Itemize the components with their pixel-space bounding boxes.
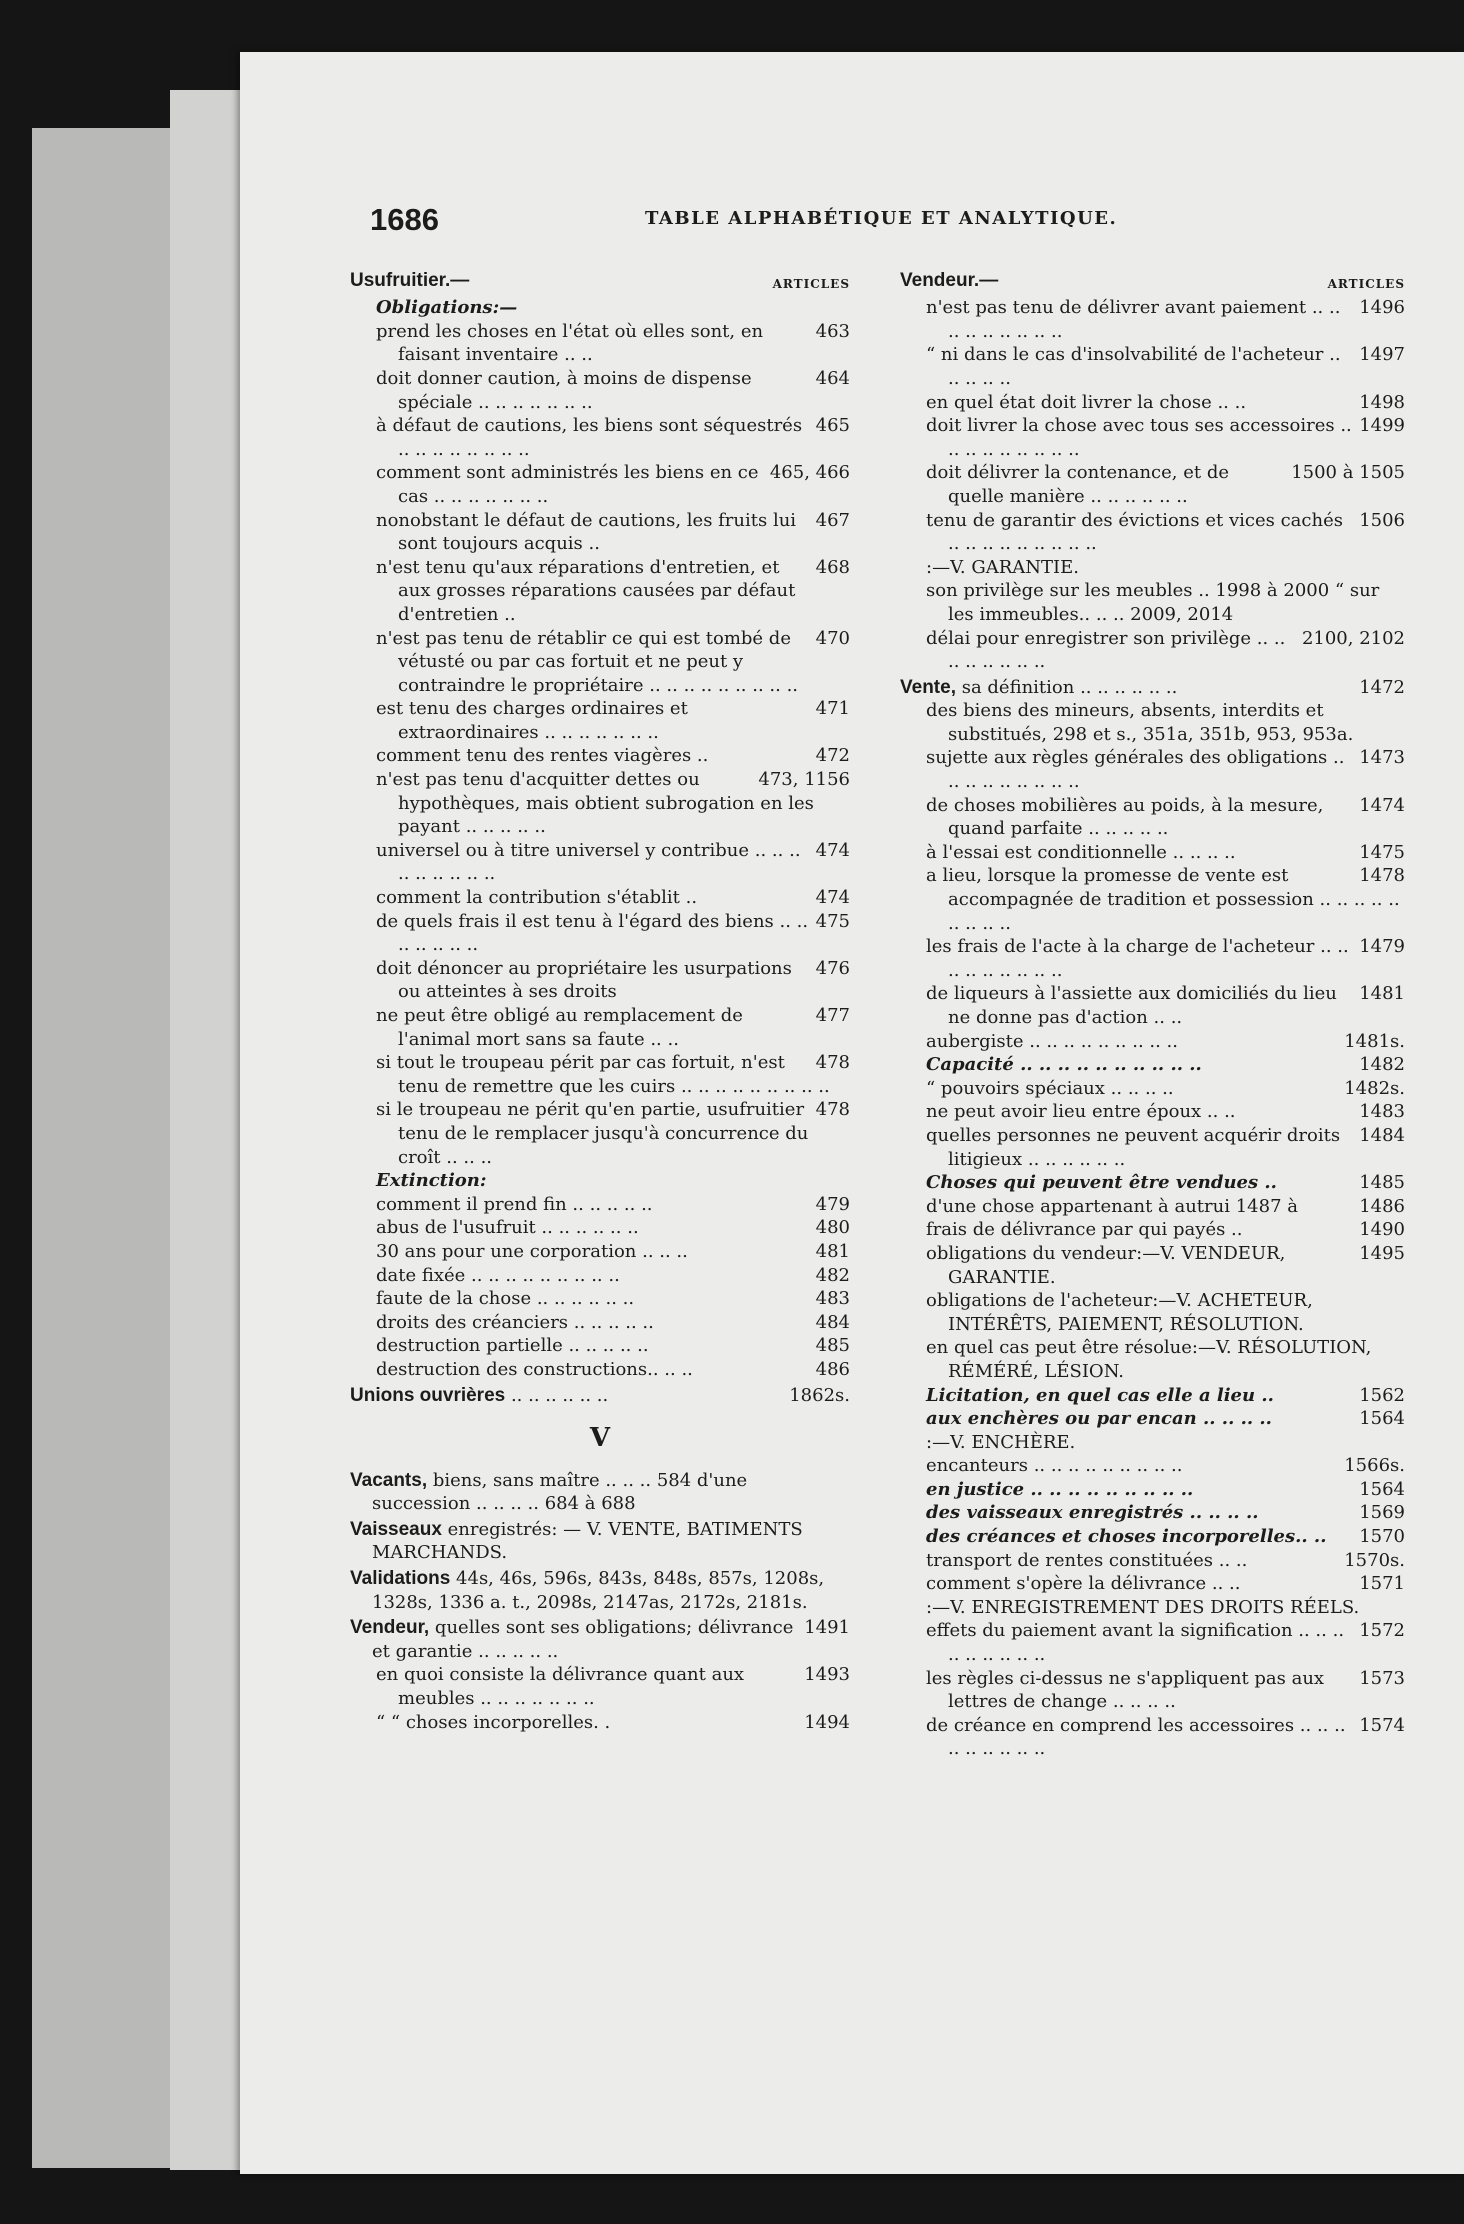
index-subentry	[926, 556, 1405, 580]
index-subentry	[926, 841, 1405, 865]
entry-text: des biens des mineurs, absents, interdits et substitués, 298 et s., 351a, 351b, 953, 953a.	[926, 700, 1354, 745]
entry-text: comment il prend fin .. .. .. .. ..	[376, 1193, 653, 1215]
entry-text: comment s'opère la délivrance .. ..	[926, 1573, 1241, 1595]
index-subentry	[926, 1667, 1405, 1714]
article-ref: 465	[815, 415, 850, 437]
article-ref: 472	[815, 745, 850, 767]
article-ref: 1499	[1359, 415, 1405, 437]
index-subentry	[926, 1431, 1405, 1455]
index-subentry	[376, 1004, 850, 1051]
index-subentry	[376, 627, 850, 698]
index-entry	[350, 1567, 850, 1614]
index-subentry	[376, 886, 850, 910]
index-subentry	[376, 509, 850, 556]
entry-text: de quels frais il est tenu à l'égard des biens .. .. .. .. .. .. ..	[376, 910, 809, 956]
entry-text: sa définition .. .. .. .. .. ..	[955, 676, 1178, 698]
article-ref: 463	[815, 320, 850, 342]
entry-text: universel ou à titre universel y contribue .. .. .. .. .. .. .. .. ..	[376, 839, 801, 885]
index-subentry	[926, 1478, 1405, 1502]
section-label: Obligations:—	[376, 297, 518, 319]
index-entry	[350, 1518, 850, 1565]
entry-text: “ “ choses incorporelles. .	[376, 1711, 611, 1733]
entry-text: de créance en comprend les accessoires .. .. .. .. .. .. .. .. ..	[926, 1714, 1346, 1760]
index-subentry	[926, 1077, 1405, 1101]
article-ref: 478	[815, 1052, 850, 1074]
article-ref: 1574	[1359, 1714, 1405, 1736]
article-ref: 1490	[1359, 1219, 1405, 1241]
article-ref: 1564	[1359, 1408, 1405, 1430]
entry-text: comment tenu des rentes viagères ..	[376, 745, 709, 767]
article-ref: 1506	[1359, 509, 1405, 531]
index-subentry	[926, 1572, 1405, 1596]
index-subentry	[376, 1098, 850, 1169]
entry-text: :—V. ENREGISTREMENT DES DROITS RÉELS.	[926, 1596, 1360, 1618]
entry-text: droits des créanciers .. .. .. .. ..	[376, 1311, 654, 1333]
index-subentry	[376, 367, 850, 414]
entry-text: tenu de garantir des évictions et vices cachés .. .. .. .. .. .. .. .. ..	[926, 509, 1343, 555]
entry-text: destruction des constructions.. .. ..	[376, 1358, 693, 1380]
section-letter: V	[589, 1423, 611, 1454]
entry-text: destruction partielle .. .. .. .. ..	[376, 1335, 649, 1357]
index-subentry	[376, 1216, 850, 1240]
index-subentry	[926, 509, 1405, 556]
article-ref: 476	[815, 957, 850, 979]
article-ref: 1479	[1359, 936, 1405, 958]
index-entry	[900, 676, 1405, 700]
headword: Vacants,	[350, 1469, 428, 1491]
entry-text: :—V. ENCHÈRE.	[926, 1431, 1076, 1453]
index-subentry	[926, 1336, 1405, 1383]
article-ref: 483	[815, 1288, 850, 1310]
article-ref: 477	[815, 1005, 850, 1026]
entry-text: à l'essai est conditionnelle .. .. .. ..	[926, 841, 1236, 863]
article-ref: 486	[815, 1358, 850, 1380]
index-subentry	[926, 627, 1405, 674]
article-ref: 478	[815, 1099, 850, 1121]
article-ref: 1497	[1359, 344, 1405, 366]
index-subentry	[926, 414, 1405, 461]
entry-text: n'est pas tenu d'acquitter dettes ou hypothèques, mais obtient subrogation en les payant .. .. .. .. ..	[376, 769, 814, 838]
headword: Usufruitier.—	[350, 270, 470, 291]
entry-text: ne peut avoir lieu entre époux .. ..	[926, 1101, 1236, 1123]
entry-text: “ ni dans le cas d'insolvabilité de l'acheteur .. .. .. .. ..	[926, 344, 1341, 389]
entry-heading	[900, 269, 1405, 293]
entry-text: n'est tenu qu'aux réparations d'entretien, et aux grosses réparations causées par défaut d'entretien ..	[376, 556, 796, 625]
article-ref: 1474	[1359, 794, 1405, 816]
headword: Vente,	[900, 676, 956, 698]
articles-label: ARTICLES	[1327, 276, 1405, 291]
article-ref: 467	[815, 509, 850, 531]
article-ref: 1564	[1359, 1478, 1405, 1500]
entry-text: Choses qui peuvent être vendues ..	[926, 1172, 1277, 1194]
entry-text: délai pour enregistrer son privilège .. .. .. .. .. .. .. ..	[926, 627, 1286, 673]
article-ref: 1862s.	[789, 1384, 850, 1406]
index-column-right	[900, 267, 1405, 1761]
article-ref: 1491	[804, 1617, 850, 1639]
article-ref: 1472	[1359, 676, 1405, 698]
articles-label: ARTICLES	[772, 276, 850, 291]
article-ref: 1495	[1359, 1242, 1405, 1264]
index-subentry	[926, 1501, 1405, 1525]
entry-text: doit donner caution, à moins de dispense spéciale .. .. .. .. .. .. ..	[376, 367, 752, 413]
entry-text: 30 ans pour une corporation .. .. ..	[376, 1240, 688, 1262]
entry-text: si le troupeau ne périt qu'en partie, usufruitier tenu de le remplacer jusqu'à concurrence du croît .. .. ..	[376, 1099, 809, 1168]
article-ref: 471	[815, 698, 850, 720]
entry-text: en justice .. .. .. .. .. .. .. .. ..	[926, 1478, 1194, 1500]
entry-text: les règles ci-dessus ne s'appliquent pas aux lettres de change .. .. .. ..	[926, 1667, 1325, 1713]
index-subentry	[926, 1242, 1405, 1289]
entry-text: .. .. .. .. .. ..	[505, 1384, 609, 1406]
article-ref: 474	[815, 887, 850, 909]
article-ref: 475	[815, 910, 850, 932]
article-ref: 474	[815, 839, 850, 861]
index-subentry	[926, 1218, 1405, 1242]
index-subentry	[926, 1619, 1405, 1666]
article-ref: 1494	[804, 1711, 850, 1733]
index-subentry	[376, 957, 850, 1004]
article-ref: 1486	[1359, 1195, 1405, 1217]
article-ref: 1482	[1359, 1054, 1405, 1076]
entry-text: enregistrés: — V. VENTE, BATIMENTS MARCHANDS.	[372, 1518, 803, 1564]
entry-text: n'est pas tenu de rétablir ce qui est tombé de vétusté ou par cas fortuit et ne peut y contraindre le propriétaire .. .. .. .. .. .. .. .. ..	[376, 627, 799, 696]
index-subentry	[376, 910, 850, 957]
page-number: 1686	[370, 202, 439, 237]
entry-text: quelles sont ses obligations; délivrance et garantie .. .. .. .. ..	[372, 1617, 794, 1662]
headword: Vaisseaux	[350, 1518, 442, 1540]
index-subentry	[926, 746, 1405, 793]
headword: Vendeur.—	[900, 270, 999, 291]
entry-text: prend les choses en l'état où elles sont, en faisant inventaire .. ..	[376, 320, 764, 366]
index-subentry	[926, 1195, 1405, 1219]
index-subentry	[926, 1053, 1405, 1077]
headword: Unions ouvrières	[350, 1384, 506, 1406]
article-ref: 1498	[1359, 391, 1405, 413]
entry-text: abus de l'usufruit .. .. .. .. .. ..	[376, 1217, 639, 1239]
entry-text: de liqueurs à l'assiette aux domiciliés du lieu ne donne pas d'action .. ..	[926, 983, 1337, 1028]
index-subentry	[926, 1100, 1405, 1124]
entry-text: obligations de l'acheteur:—V. ACHETEUR, INTÉRÊTS, PAIEMENT, RÉSOLUTION.	[926, 1290, 1313, 1335]
index-subentry	[376, 1287, 850, 1311]
index-subentry	[926, 1714, 1405, 1761]
article-ref: 1481s.	[1344, 1030, 1405, 1052]
entry-text: doit dénoncer au propriétaire les usurpations ou atteintes à ses droits	[376, 957, 792, 1003]
index-subentry	[376, 461, 850, 508]
article-ref: 1500 à 1505	[1291, 462, 1405, 484]
article-ref: 1475	[1359, 841, 1405, 863]
index-subentry	[376, 1264, 850, 1288]
article-ref: 1481	[1359, 983, 1405, 1005]
article-ref: 468	[815, 556, 850, 578]
entry-text: à défaut de cautions, les biens sont séquestrés .. .. .. .. .. .. .. ..	[376, 415, 803, 460]
index-subentry	[376, 1311, 850, 1335]
entry-text: doit livrer la chose avec tous ses accessoires .. .. .. .. .. .. .. .. ..	[926, 415, 1352, 460]
article-ref: 1478	[1359, 865, 1405, 887]
index-subentry	[926, 1289, 1405, 1336]
entry-text: Licitation, en quel cas elle a lieu ..	[926, 1384, 1274, 1406]
article-ref: 1572	[1359, 1620, 1405, 1642]
index-subentry	[376, 697, 850, 744]
index-entry	[350, 1616, 850, 1663]
index-subentry	[376, 414, 850, 461]
entry-text: faute de la chose .. .. .. .. .. ..	[376, 1288, 635, 1310]
section-label: Extinction:	[376, 1170, 487, 1192]
entry-text: a lieu, lorsque la promesse de vente est accompagnée de tradition et possession .. .. .. .. .. .. .. .. ..	[926, 865, 1400, 934]
article-ref: 1571	[1359, 1573, 1405, 1595]
entry-text: n'est pas tenu de délivrer avant paiement .. .. .. .. .. .. .. .. ..	[926, 297, 1341, 342]
entry-text: frais de délivrance par qui payés ..	[926, 1219, 1243, 1241]
article-ref: 2100, 2102	[1301, 627, 1405, 649]
index-entry	[350, 1384, 850, 1408]
index-subentry	[926, 1384, 1405, 1408]
index-subentry	[926, 1549, 1405, 1573]
headword: Vendeur,	[350, 1617, 430, 1639]
entry-text: ne peut être obligé au remplacement de l'animal mort sans sa faute .. ..	[376, 1005, 743, 1050]
index-subentry	[926, 343, 1405, 390]
index-subentry	[926, 699, 1405, 746]
index-subentry	[376, 1240, 850, 1264]
index-subentry	[376, 1051, 850, 1098]
article-ref: 465, 466	[769, 462, 850, 484]
entry-text: nonobstant le défaut de cautions, les fruits lui sont toujours acquis ..	[376, 509, 797, 555]
index-subentry	[926, 1030, 1405, 1054]
article-ref: 1570s.	[1344, 1549, 1405, 1571]
entry-text: de choses mobilières au poids, à la mesure, quand parfaite .. .. .. .. ..	[926, 794, 1324, 840]
index-subentry	[926, 935, 1405, 982]
entry-text: des vaisseaux enregistrés .. .. .. ..	[926, 1502, 1259, 1524]
headword: Validations	[350, 1568, 451, 1590]
index-subentry	[376, 556, 850, 627]
index-subentry	[926, 982, 1405, 1029]
article-ref: 482	[815, 1264, 850, 1286]
index-subentry	[376, 768, 850, 839]
article-ref: 480	[815, 1217, 850, 1239]
article-ref: 1562	[1359, 1384, 1405, 1406]
entry-text: doit délivrer la contenance, et de quelle manière .. .. .. .. .. ..	[926, 462, 1229, 507]
article-ref: 1569	[1359, 1502, 1405, 1524]
index-subentry	[376, 1334, 850, 1358]
index-subentry	[926, 864, 1405, 935]
entry-text: son privilège sur les meubles .. 1998 à 2000 “ sur les immeubles.. .. .. 2009, 2014	[926, 580, 1380, 625]
index-subentry	[926, 1454, 1405, 1478]
article-ref: 1573	[1359, 1667, 1405, 1689]
entry-text: en quel cas peut être résolue:—V. RÉSOLUTION, RÉMÉRÉ, LÉSION.	[926, 1337, 1372, 1382]
entry-text: quelles personnes ne peuvent acquérir droits litigieux .. .. .. .. .. ..	[926, 1124, 1341, 1170]
article-ref: 479	[815, 1193, 850, 1215]
entry-text: aux enchères ou par encan .. .. .. ..	[926, 1408, 1272, 1430]
article-ref: 1482s.	[1344, 1077, 1405, 1099]
entry-text: d'une chose appartenant à autrui 1487 à	[926, 1195, 1298, 1217]
index-subentry	[376, 1663, 850, 1710]
entry-text: est tenu des charges ordinaires et extraordinaires .. .. .. .. .. .. ..	[376, 698, 688, 743]
index-subentry	[376, 1193, 850, 1217]
article-ref: 1483	[1359, 1101, 1405, 1123]
article-ref: 1496	[1359, 297, 1405, 319]
index-column-left	[350, 267, 850, 1734]
article-ref: 1570	[1359, 1526, 1405, 1548]
entry-text: Capacité .. .. .. .. .. .. .. .. .. ..	[926, 1054, 1202, 1076]
article-ref: 1484	[1359, 1124, 1405, 1146]
article-ref: 1473	[1359, 747, 1405, 769]
entry-text: en quel état doit livrer la chose .. ..	[926, 391, 1247, 413]
entry-text: si tout le troupeau périt par cas fortuit, n'est tenu de remettre que les cuirs .. .. .. .. .. .. .. .. ..	[376, 1052, 830, 1097]
entry-text: des créances et choses incorporelles.. ..	[926, 1526, 1327, 1548]
entry-text: “ pouvoirs spéciaux .. .. .. ..	[926, 1077, 1174, 1099]
entry-text: date fixée .. .. .. .. .. .. .. .. ..	[376, 1264, 620, 1286]
entry-text: aubergiste .. .. .. .. .. .. .. .. ..	[926, 1030, 1178, 1052]
entry-text: comment la contribution s'établit ..	[376, 887, 698, 909]
index-subentry	[376, 1358, 850, 1382]
entry-text: 44s, 46s, 596s, 843s, 848s, 857s, 1208s, 1328s, 1336 a. t., 2098s, 2147as, 2172s, 2181s.	[372, 1568, 825, 1613]
index-subentry	[926, 391, 1405, 415]
article-ref: 470	[815, 627, 850, 649]
entry-text: effets du paiement avant la signification .. .. .. .. .. .. .. .. ..	[926, 1620, 1345, 1666]
entry-text: en quoi consiste la délivrance quant aux meubles .. .. .. .. .. .. ..	[376, 1664, 745, 1710]
entry-text: les frais de l'acte à la charge de l'acheteur .. .. .. .. .. .. .. .. ..	[926, 936, 1349, 981]
index-subentry	[926, 461, 1405, 508]
entry-text: biens, sans maître .. .. .. 584 d'une succession .. .. .. .. 684 à 688	[372, 1469, 748, 1515]
index-subentry	[926, 1124, 1405, 1171]
article-ref: 485	[815, 1335, 850, 1357]
index-subentry	[376, 839, 850, 886]
article-ref: 1566s.	[1344, 1455, 1405, 1477]
index-subentry	[376, 744, 850, 768]
running-head: TABLE ALPHABÉTIQUE ET ANALYTIQUE.	[645, 208, 1118, 229]
article-ref: 473, 1156	[758, 769, 850, 791]
index-subentry	[926, 1171, 1405, 1195]
index-subentry	[926, 1525, 1405, 1549]
article-ref: 464	[815, 367, 850, 389]
entry-text: sujette aux règles générales des obligations .. .. .. .. .. .. .. .. ..	[926, 747, 1345, 793]
book-page	[240, 52, 1464, 2174]
article-ref: 1493	[804, 1664, 850, 1686]
index-subentry	[926, 794, 1405, 841]
entry-text: transport de rentes constituées .. ..	[926, 1549, 1248, 1571]
entry-text: obligations du vendeur:—V. VENDEUR, GARANTIE.	[926, 1242, 1286, 1288]
index-subentry	[376, 1711, 850, 1735]
index-entry	[350, 1469, 850, 1516]
entry-text: comment sont administrés les biens en ce cas .. .. .. .. .. .. ..	[376, 462, 759, 507]
index-subentry	[926, 579, 1405, 626]
article-ref: 481	[815, 1240, 850, 1262]
article-ref: 484	[815, 1311, 850, 1333]
index-subentry	[926, 1407, 1405, 1431]
index-subentry	[926, 1596, 1405, 1620]
entry-heading	[350, 269, 850, 293]
index-subentry	[926, 296, 1405, 343]
entry-text: :—V. GARANTIE.	[926, 556, 1080, 578]
index-subentry	[376, 320, 850, 367]
article-ref: 1485	[1359, 1172, 1405, 1194]
entry-text: encanteurs .. .. .. .. .. .. .. .. ..	[926, 1455, 1183, 1477]
